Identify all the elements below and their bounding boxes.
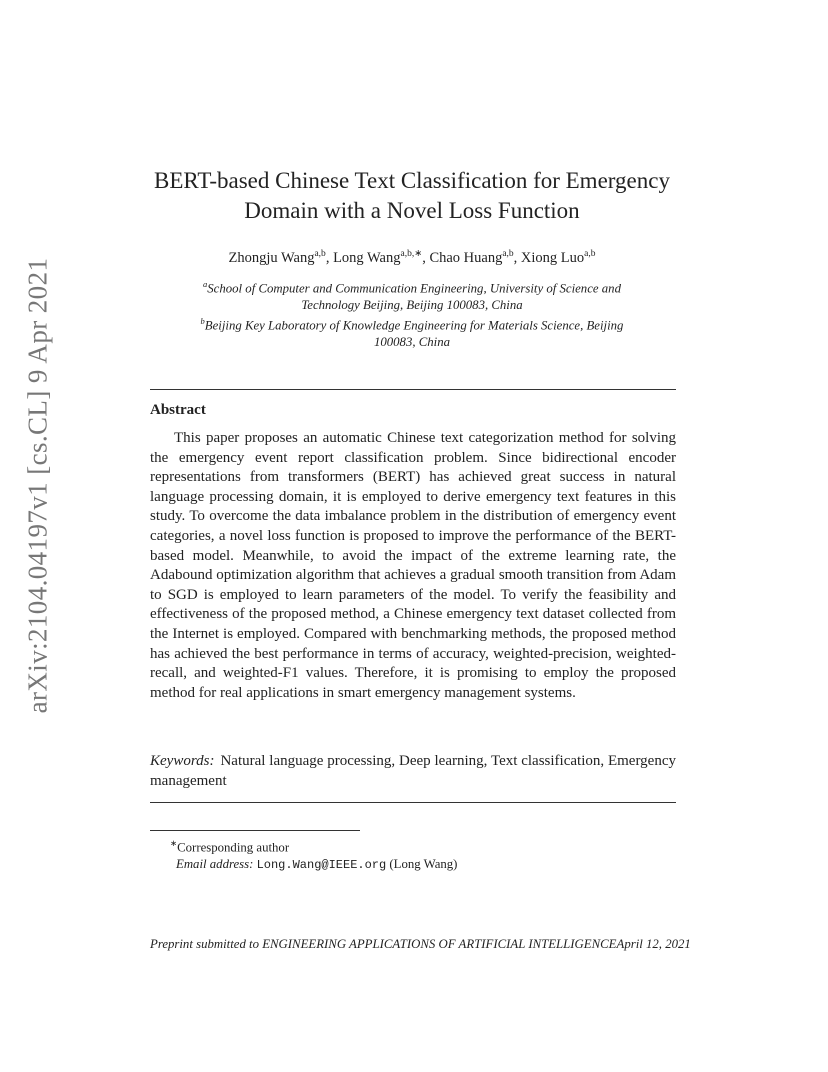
- abstract-top-rule: [150, 389, 676, 390]
- author-name: Zhongju Wang: [228, 249, 315, 266]
- author-list: Zhongju Wang$^{a,b}$, Long Wang$^{a,b,∗}$, Chao Huang$^{a,b}$, Xiong Luo$^{a,b}$: [228, 249, 596, 266]
- author-name: Long Wang: [333, 249, 401, 266]
- affiliation-b: $^b$Beijing Key Laboratory of Knowledge Engineering for Materials Science, Beijing: [200, 316, 624, 333]
- author-name: Chao Huang: [429, 249, 503, 266]
- keywords: [150, 752, 676, 791]
- keywords-label: Keywords:: [150, 753, 215, 769]
- email-owner: (Long Wang): [389, 857, 458, 872]
- affiliation-b-cont: 100083, China: [373, 335, 451, 350]
- affiliation-mark-b: b: [200, 316, 205, 327]
- author-affiliation-mark: a,b: [314, 249, 326, 259]
- email-label: Email address:: [176, 857, 254, 872]
- author-name: Xiong Luo: [520, 249, 585, 266]
- affiliation-a: $^a$School of Computer and Communication Engineering, University of Science and: [203, 279, 621, 296]
- paper-title: [100, 166, 724, 226]
- arxiv-identifier-stamp: [22, 257, 54, 713]
- author-affiliation-mark: a,b: [584, 249, 596, 259]
- keywords-text: Natural language processing, Deep learning, Text classification, Emergency management: [150, 753, 676, 789]
- footnote-corresponding: ∗Corresponding author: [170, 838, 290, 855]
- affiliation-a-cont: Technology Beijing, Beijing 100083, China: [301, 297, 523, 312]
- author-affiliation-mark: a,b: [502, 249, 514, 259]
- affiliation-mark-a: a: [203, 279, 208, 289]
- footnote-rule: [150, 830, 360, 831]
- preprint-footer: Preprint submitted to ENGINEERING APPLICATIONS OF ARTIFICIAL INTELLIGENCEApril 12, 2021: [150, 937, 691, 951]
- abstract-heading: Abstract: [150, 402, 206, 418]
- footnotes: [170, 835, 457, 874]
- footnote-email: [170, 856, 457, 874]
- footnote-mark: ∗: [170, 838, 178, 848]
- affiliations: [160, 276, 664, 351]
- title-line-2: Domain with a Novel Loss Function: [244, 198, 580, 223]
- abstract-body: This paper proposes an automatic Chinese text categorization method for solving the emergency event report classification problem. Since bidirectional encoder representations from transformers (BERT) has achieved great success in natural language processing domain, it is employed to derive emergency text features in this study. To overcome the data imbalance problem in the distribution of emergency event categories, a novel loss function is proposed to improve the performance of the BERT-based model. Meanwhile, to avoid the impact of the extreme learning rate, the Adabound optimization algorithm that achieves a gradual smooth transition from Adam to SGD is employed to learn parameters of the model. To verify the feasibility and effectiveness of the proposed method, a Chinese emergency text dataset collected from the Internet is employed. Compared with benchmarking methods, the proposed method has achieved the best performance in terms of accuracy, weighted-precision, weighted-recall, and weighted-F1 values. Therefore, it is promising to employ the proposed method for real applications in smart emergency management systems.: [150, 430, 676, 701]
- arxiv-identifier-text: arXiv:2104.04197v1 [cs.CL] 9 Apr 2021: [22, 257, 53, 713]
- email-address-link[interactable]: Long.Wang@IEEE.org: [256, 858, 387, 873]
- abstract-bottom-rule: [150, 802, 676, 803]
- title-line-1: BERT-based Chinese Text Classification for Emergency: [154, 168, 670, 193]
- author-affiliation-mark: a,b,∗: [400, 249, 423, 259]
